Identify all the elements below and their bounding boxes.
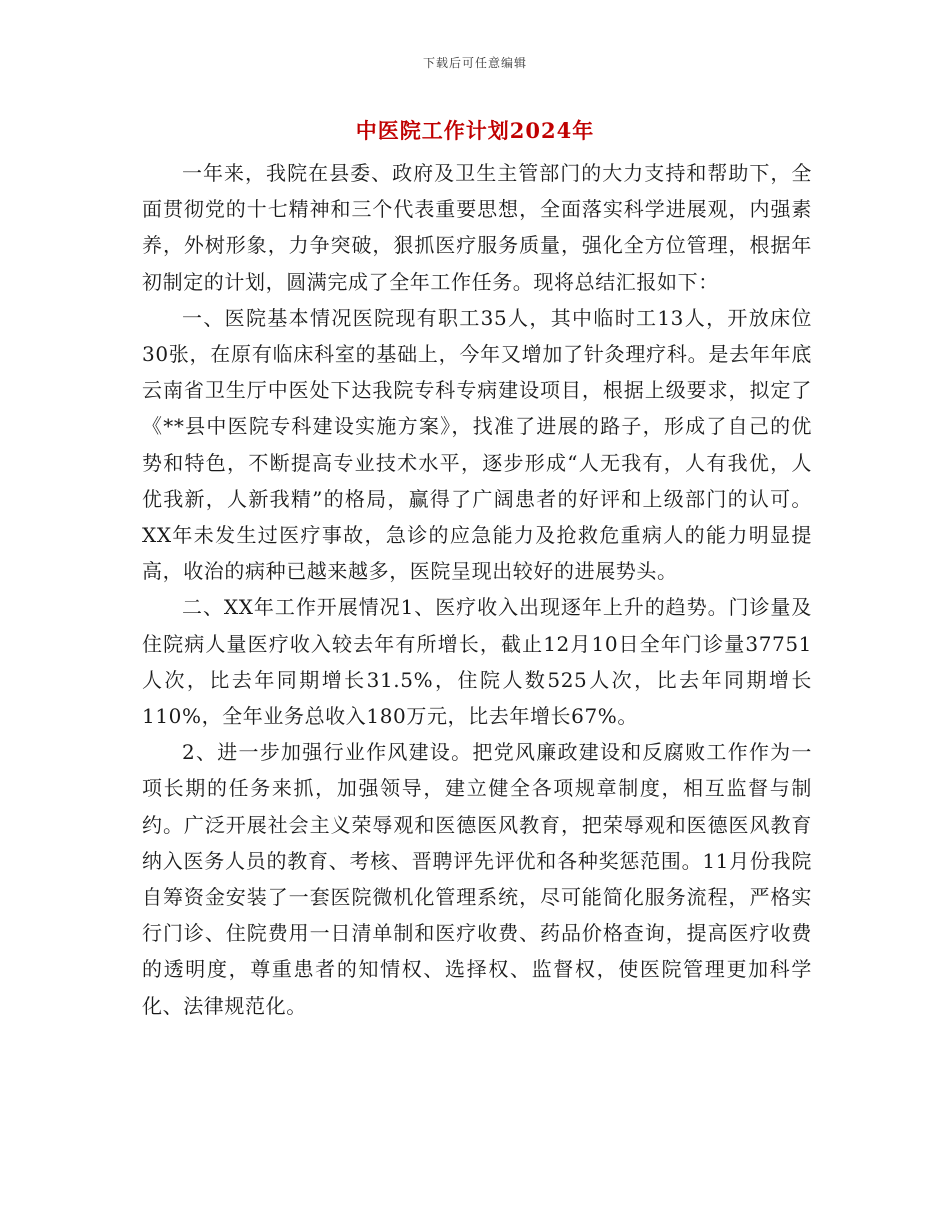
paragraph-work-progress: 二、XX年工作开展情况1、医疗收入出现逐年上升的趋势。门诊量及住院病人量医疗收入较去年有所增长，截止12月10日全年门诊量37751人次，比去年同期增长31.5%，住院人数525人次，比去年同期增长110%，全年业务总收入180万元，比去年增长67%。 (142, 595, 812, 729)
header-note: 下载后可任意编辑 (422, 56, 527, 70)
document-title: 中医院工作计划2024年 (355, 118, 595, 143)
paragraph-intro: 一年来，我院在县委、政府及卫生主管部门的大力支持和帮助下，全面贯彻党的十七精神和三个代表重要思想，全面落实科学进展观，内强素养，外树形象，力争突破，狠抓医疗服务质量，强化全方位管理，根据年初制定的计划，圆满完成了全年工作任务。现将总结汇报如下： (142, 161, 812, 294)
paragraph-basic-info: 一、医院基本情况医院现有职工35人，其中临时工13人，开放床位30张，在原有临床科室的基础上，今年又增加了针灸理疗科。是去年年底云南省卫生厅中医处下达我院专科专病建设项目，根据上级要求，拟定了《**县中医院专科建设实施方案》，找准了进展的路子，形成了自己的优势和特色，不断提高专业技术水平，逐步形成“人无我有，人有我优，人优我新，人新我精”的格局，赢得了广阔患者的好评和上级部门的认可。XX年未发生过医疗事故，急诊的应急能力及抢救危重病人的能力明显提高，收治的病种已越来越多，医院呈现出较好的进展势头。 (142, 305, 812, 584)
paragraph-conduct-building: 2、进一步加强行业作风建设。把党风廉政建设和反腐败工作作为一项长期的任务来抓，加强领导，建立健全各项规章制度，相互监督与制约。广泛开展社会主义荣辱观和医德医风教育，把荣辱观和医德医风教育纳入医务人员的教育、考核、晋聘评先评优和各种奖惩范围。11月份我院自筹资金安装了一套医院微机化管理系统，尽可能简化服务流程，严格实行门诊、住院费用一日清单制和医疗收费、药品价格查询，提高医疗收费的透明度，尊重患者的知情权、选择权、监督权，使医院管理更加科学化、法律规范化。 (142, 740, 812, 1018)
document-body (142, 155, 812, 1024)
